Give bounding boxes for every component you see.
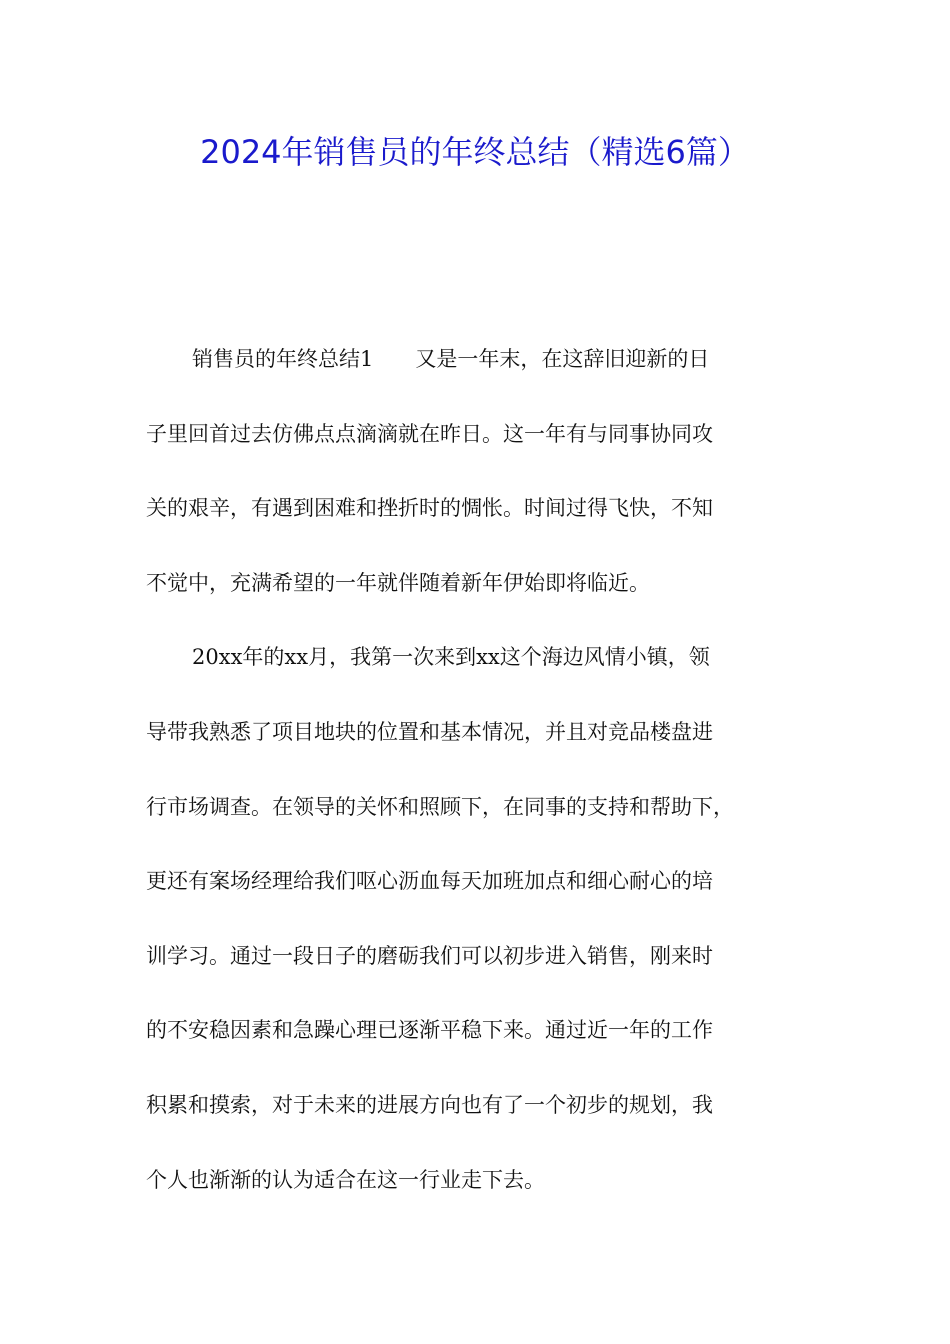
document-title: 2024年销售员的年终总结（精选6篇） <box>200 133 750 171</box>
paragraph-line: 关的艰辛，有遇到困难和挫折时的惆怅。时间过得飞快，不知 <box>146 496 713 521</box>
paragraph-line: 个人也渐渐的认为适合在这一行业走下去。 <box>146 1167 545 1192</box>
paragraph-line: 行市场调查。在领导的关怀和照顾下，在同事的支持和帮助下， <box>146 794 734 819</box>
paragraph-2 <box>146 632 818 1229</box>
paragraph-line: 子里回首过去仿佛点点滴滴就在昨日。这一年有与同事协同攻 <box>146 421 713 446</box>
paragraph-line: 20xx年的xx月，我第一次来到xx这个海边风情小镇，领 <box>192 645 710 670</box>
paragraph-line: 更还有案场经理给我们呕心沥血每天加班加点和细心耐心的培 <box>146 869 713 894</box>
paragraph-1 <box>146 334 818 632</box>
paragraph-line: 训学习。通过一段日子的磨砺我们可以初步进入销售，刚来时 <box>146 943 713 968</box>
paragraph-line: 销售员的年终总结1 又是一年末，在这辞旧迎新的日 <box>192 347 710 371</box>
paragraph-line: 不觉中，充满希望的一年就伴随着新年伊始即将临近。 <box>146 570 650 595</box>
paragraph-line: 的不安稳因素和急躁心理已逐渐平稳下来。通过近一年的工作 <box>146 1018 713 1043</box>
document-body <box>146 334 818 1229</box>
paragraph-line: 积累和摸索，对于未来的进展方向也有了一个初步的规划，我 <box>146 1092 713 1117</box>
paragraph-line: 导带我熟悉了项目地块的位置和基本情况，并且对竞品楼盘进 <box>146 719 713 744</box>
